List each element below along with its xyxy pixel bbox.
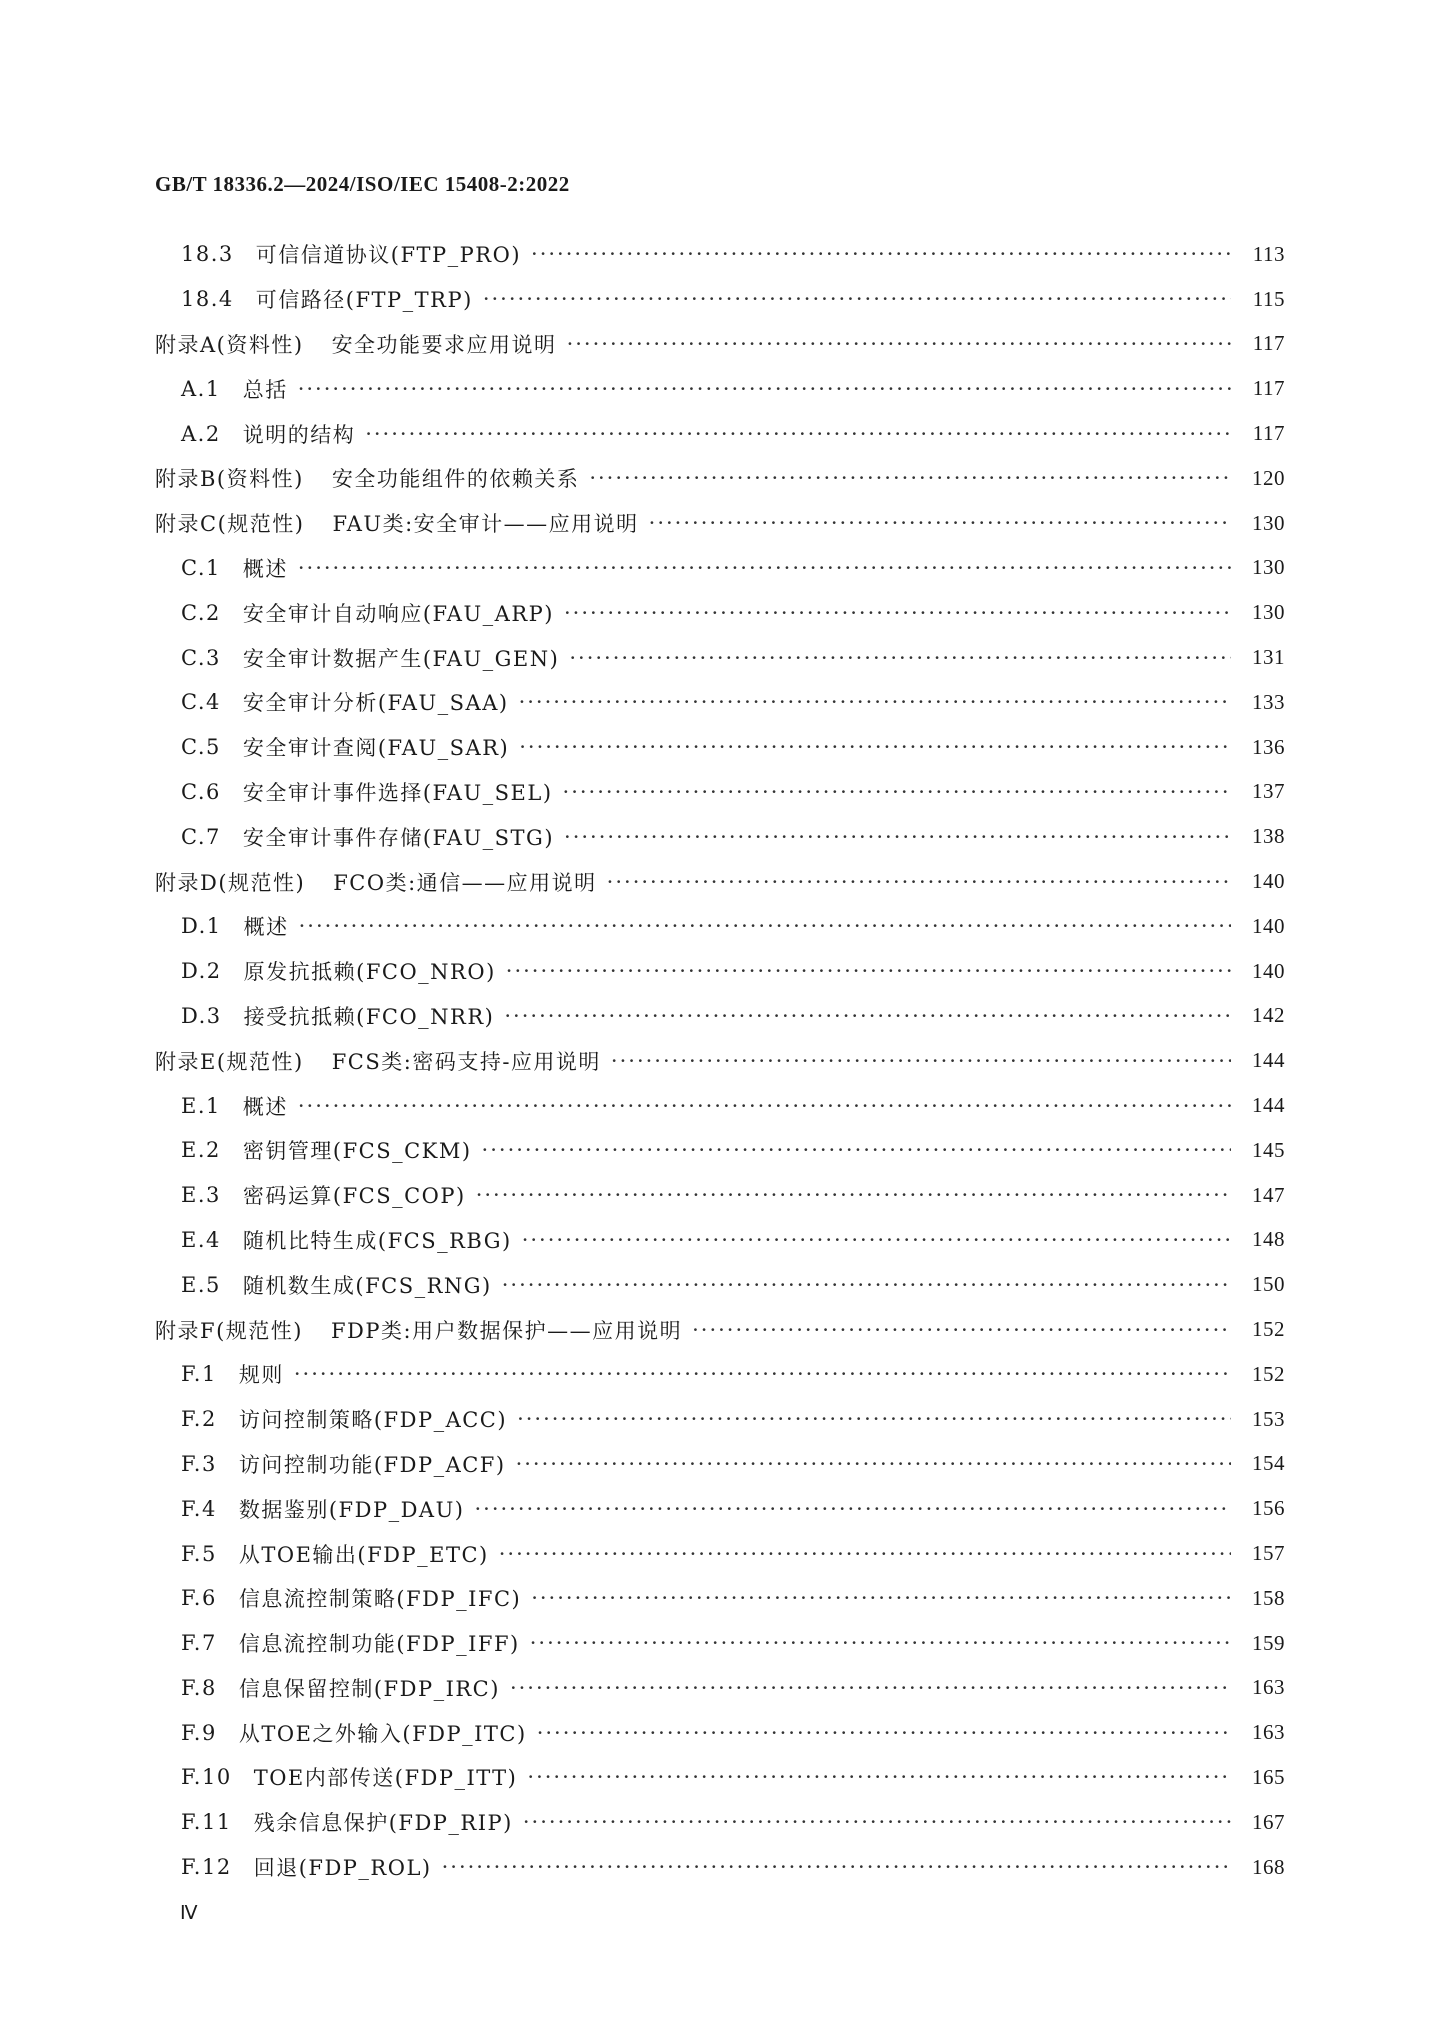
toc-entry[interactable] (155, 1621, 1285, 1666)
toc-entry[interactable] (155, 1666, 1285, 1711)
toc-leader-dots (564, 825, 1231, 849)
toc-entry-number: F.12 (181, 1855, 232, 1880)
toc-leader-dots (294, 1362, 1231, 1386)
toc-entry-title: 安全审计数据产生(FAU_GEN) (242, 646, 560, 671)
table-of-contents (155, 232, 1285, 1889)
toc-entry-title: 随机数生成(FCS_RNG) (242, 1273, 492, 1298)
toc-entry[interactable] (155, 1352, 1285, 1397)
toc-leader-dots (502, 1273, 1231, 1297)
toc-leader-dots (299, 914, 1231, 938)
toc-entry-title: 概述 (243, 915, 289, 940)
toc-entry[interactable] (155, 725, 1285, 770)
toc-entry-page: 140 (1252, 913, 1285, 938)
toc-entry-title: FCS类:密码支持-应用说明 (331, 1049, 601, 1074)
toc-entry-title: 说明的结构 (242, 422, 356, 447)
toc-entry-number: 附录E(规范性) (155, 1049, 304, 1074)
toc-entry[interactable] (155, 366, 1285, 411)
toc-entry-page: 147 (1252, 1182, 1285, 1207)
toc-entry[interactable] (155, 1038, 1285, 1083)
toc-leader-dots (692, 1318, 1231, 1342)
toc-entry-title: 概述 (242, 556, 288, 581)
toc-entry-number: D.1 (181, 914, 222, 939)
toc-entry-title: FAU类:安全审计——应用说明 (332, 512, 639, 537)
toc-entry-page: 150 (1252, 1272, 1285, 1297)
toc-entry-number: A.1 (181, 376, 221, 401)
toc-entry-title: 安全审计事件存储(FAU_STG) (242, 825, 555, 850)
toc-leader-dots (531, 242, 1231, 266)
toc-entry[interactable] (155, 232, 1285, 277)
toc-leader-dots (365, 422, 1231, 446)
toc-entry-page: 137 (1252, 779, 1285, 804)
toc-entry[interactable] (155, 1218, 1285, 1263)
toc-leader-dots (563, 780, 1231, 804)
toc-entry-number: E.2 (181, 1138, 221, 1163)
toc-leader-dots (523, 1810, 1231, 1834)
toc-entry[interactable] (155, 590, 1285, 635)
toc-entry[interactable] (155, 770, 1285, 815)
toc-entry-page: 144 (1252, 1093, 1285, 1118)
toc-leader-dots (522, 1228, 1231, 1252)
toc-entry[interactable] (155, 1486, 1285, 1531)
toc-entry-page: 156 (1252, 1496, 1285, 1521)
toc-entry-page: 138 (1252, 824, 1285, 849)
toc-entry-number: E.4 (181, 1227, 221, 1252)
toc-entry-title: 可信信道协议(FTP_PRO) (255, 243, 522, 268)
toc-entry[interactable] (155, 1710, 1285, 1755)
toc-entry-title: 残余信息保护(FDP_RIP) (253, 1811, 513, 1836)
toc-entry-title: 访问控制策略(FDP_ACC) (238, 1408, 508, 1433)
toc-entry-number: F.8 (181, 1675, 217, 1700)
toc-entry[interactable] (155, 546, 1285, 591)
toc-entry-number: C.7 (181, 824, 221, 849)
toc-leader-dots (649, 511, 1231, 535)
toc-entry-page: 145 (1252, 1137, 1285, 1162)
toc-entry[interactable] (155, 1755, 1285, 1800)
toc-leader-dots (474, 1497, 1231, 1521)
toc-entry-page: 115 (1252, 286, 1285, 311)
toc-entry-number: 附录F(规范性) (155, 1318, 303, 1343)
toc-entry-title: 概述 (242, 1094, 288, 1119)
toc-leader-dots (510, 1676, 1231, 1700)
toc-entry-title: 访问控制功能(FDP_ACF) (238, 1452, 506, 1477)
toc-leader-dots (482, 1138, 1231, 1162)
toc-entry-title: 接受抗抵赖(FCO_NRR) (243, 1004, 495, 1029)
toc-entry-title: 数据鉴别(FDP_DAU) (238, 1497, 465, 1522)
toc-leader-dots (519, 735, 1231, 759)
toc-entry-page: 168 (1252, 1854, 1285, 1879)
toc-entry[interactable] (155, 859, 1285, 904)
toc-entry[interactable] (155, 1576, 1285, 1621)
toc-entry[interactable] (155, 680, 1285, 725)
toc-entry-page: 148 (1252, 1227, 1285, 1252)
toc-entry-number: C.6 (181, 779, 221, 804)
toc-entry-page: 140 (1252, 869, 1285, 894)
toc-entry-number: 附录D(规范性) (155, 870, 306, 895)
toc-entry-page: 163 (1252, 1720, 1285, 1745)
toc-leader-dots (476, 1183, 1231, 1207)
toc-entry-page: 159 (1252, 1630, 1285, 1655)
toc-leader-dots (442, 1855, 1231, 1879)
toc-entry-title: 安全审计自动响应(FAU_ARP) (242, 601, 554, 626)
toc-entry-number: 18.3 (181, 242, 234, 267)
toc-entry-title: 安全审计事件选择(FAU_SEL) (242, 780, 553, 805)
toc-entry[interactable] (155, 814, 1285, 859)
page-number-footer: Ⅳ (180, 1903, 198, 1924)
toc-entry-number: F.5 (181, 1541, 217, 1566)
toc-entry-number: C.4 (181, 690, 221, 715)
toc-leader-dots (506, 959, 1231, 983)
toc-entry-number: 附录A(资料性) (155, 332, 304, 357)
toc-entry-page: 153 (1252, 1406, 1285, 1431)
toc-leader-dots (298, 377, 1231, 401)
toc-leader-dots (527, 1765, 1231, 1789)
toc-entry-page: 144 (1252, 1048, 1285, 1073)
toc-entry-number: E.5 (181, 1272, 221, 1297)
toc-leader-dots (531, 1586, 1231, 1610)
toc-entry-page: 130 (1252, 510, 1285, 535)
toc-entry-title: 信息流控制策略(FDP_IFC) (238, 1587, 522, 1612)
toc-entry-number: E.3 (181, 1183, 221, 1208)
toc-entry-page: 167 (1252, 1809, 1285, 1834)
toc-entry-title: FCO类:通信——应用说明 (333, 870, 597, 895)
toc-entry[interactable] (155, 1307, 1285, 1352)
toc-entry-title: 密钥管理(FCS_CKM) (242, 1139, 472, 1164)
toc-entry-number: F.3 (181, 1451, 217, 1476)
toc-entry-number: A.2 (181, 421, 221, 446)
toc-entry-page: 130 (1252, 600, 1285, 625)
toc-leader-dots (564, 601, 1231, 625)
toc-entry-title: 随机比特生成(FCS_RBG) (242, 1228, 512, 1253)
toc-leader-dots (298, 1094, 1231, 1118)
toc-entry-title: 信息流控制功能(FDP_IFF) (238, 1632, 520, 1657)
toc-entry[interactable] (155, 1845, 1285, 1890)
toc-entry-title: 回退(FDP_ROL) (253, 1856, 432, 1881)
toc-entry[interactable] (155, 1800, 1285, 1845)
toc-entry-title: 可信路径(FTP_TRP) (255, 288, 473, 313)
toc-entry[interactable] (155, 322, 1285, 367)
toc-leader-dots (569, 646, 1231, 670)
toc-entry-number: F.2 (181, 1407, 217, 1432)
toc-entry-number: C.1 (181, 555, 221, 580)
toc-entry-number: 18.4 (181, 287, 234, 312)
toc-entry-number: D.2 (181, 959, 222, 984)
toc-entry-number: E.1 (181, 1093, 221, 1118)
toc-leader-dots (519, 690, 1231, 714)
toc-entry[interactable] (155, 1397, 1285, 1442)
toc-entry-page: 154 (1252, 1451, 1285, 1476)
toc-entry-title: FDP类:用户数据保护——应用说明 (330, 1318, 683, 1343)
toc-entry-number: F.11 (181, 1810, 232, 1835)
toc-entry[interactable] (155, 277, 1285, 322)
toc-entry-number: D.3 (181, 1003, 222, 1028)
toc-entry-page: 152 (1252, 1317, 1285, 1342)
toc-leader-dots (517, 1407, 1231, 1431)
toc-entry[interactable] (155, 949, 1285, 994)
toc-leader-dots (611, 1049, 1231, 1073)
toc-entry-page: 120 (1252, 465, 1285, 490)
toc-entry-number: F.1 (181, 1362, 217, 1387)
toc-leader-dots (530, 1631, 1231, 1655)
toc-entry-page: 165 (1252, 1764, 1285, 1789)
toc-entry-number: F.4 (181, 1496, 217, 1521)
toc-leader-dots (504, 1004, 1231, 1028)
toc-entry-page: 117 (1252, 376, 1285, 401)
toc-entry[interactable] (155, 411, 1285, 456)
toc-entry[interactable] (155, 1531, 1285, 1576)
toc-entry[interactable] (155, 1442, 1285, 1487)
toc-leader-dots (607, 870, 1231, 894)
toc-entry-page: 158 (1252, 1585, 1285, 1610)
toc-entry-number: 附录C(规范性) (155, 512, 305, 537)
toc-entry-number: C.3 (181, 645, 221, 670)
toc-entry-page: 117 (1252, 331, 1285, 356)
toc-leader-dots (298, 556, 1231, 580)
toc-entry-title: 安全功能组件的依赖关系 (331, 467, 580, 492)
toc-entry[interactable] (155, 904, 1285, 949)
toc-entry-title: 总括 (242, 377, 288, 402)
toc-entry-number: F.7 (181, 1631, 217, 1656)
toc-entry[interactable] (155, 635, 1285, 680)
toc-entry-page: 113 (1252, 241, 1285, 266)
toc-leader-dots (516, 1452, 1231, 1476)
toc-entry-number: C.5 (181, 735, 221, 760)
toc-entry-page: 117 (1252, 421, 1285, 446)
toc-leader-dots (567, 332, 1231, 356)
toc-entry-page: 131 (1252, 645, 1285, 670)
toc-entry[interactable] (155, 1262, 1285, 1307)
toc-entry-page: 130 (1252, 555, 1285, 580)
toc-entry-title: 安全审计查阅(FAU_SAR) (242, 736, 510, 761)
toc-entry-title: 信息保留控制(FDP_IRC) (238, 1676, 500, 1701)
document-header: GB/T 18336.2—2024/ISO/IEC 15408-2:2022 (155, 172, 570, 196)
toc-leader-dots (499, 1542, 1231, 1566)
toc-entry-page: 133 (1252, 689, 1285, 714)
toc-leader-dots (589, 466, 1231, 490)
toc-entry[interactable] (155, 456, 1285, 501)
toc-entry[interactable] (155, 501, 1285, 546)
toc-entry-title: 安全功能要求应用说明 (331, 332, 557, 357)
toc-entry-number: F.9 (181, 1720, 217, 1745)
toc-leader-dots (483, 287, 1231, 311)
toc-entry-title: 从TOE之外输入(FDP_ITC) (238, 1721, 527, 1746)
toc-entry-title: 原发抗抵赖(FCO_NRO) (243, 960, 496, 985)
toc-entry-title: 规则 (238, 1363, 284, 1388)
toc-entry-page: 152 (1252, 1361, 1285, 1386)
toc-leader-dots (537, 1721, 1231, 1745)
toc-entry-title: 安全审计分析(FAU_SAA) (242, 691, 509, 716)
toc-entry-page: 157 (1252, 1541, 1285, 1565)
toc-entry-number: 附录B(资料性) (155, 467, 304, 492)
toc-entry-title: 密码运算(FCS_COP) (242, 1184, 466, 1209)
toc-entry[interactable] (155, 1128, 1285, 1173)
toc-entry-page: 136 (1252, 734, 1285, 759)
toc-entry-title: TOE内部传送(FDP_ITT) (253, 1766, 518, 1791)
toc-entry[interactable] (155, 1173, 1285, 1218)
toc-entry-title: 从TOE输出(FDP_ETC) (238, 1542, 489, 1567)
toc-entry-page: 140 (1252, 958, 1285, 983)
toc-entry[interactable] (155, 994, 1285, 1039)
toc-entry-number: F.6 (181, 1586, 217, 1611)
toc-entry-number: C.2 (181, 600, 221, 625)
toc-entry[interactable] (155, 1083, 1285, 1128)
toc-entry-page: 163 (1252, 1675, 1285, 1700)
toc-entry-number: F.10 (181, 1765, 232, 1790)
toc-entry-page: 142 (1252, 1003, 1285, 1028)
